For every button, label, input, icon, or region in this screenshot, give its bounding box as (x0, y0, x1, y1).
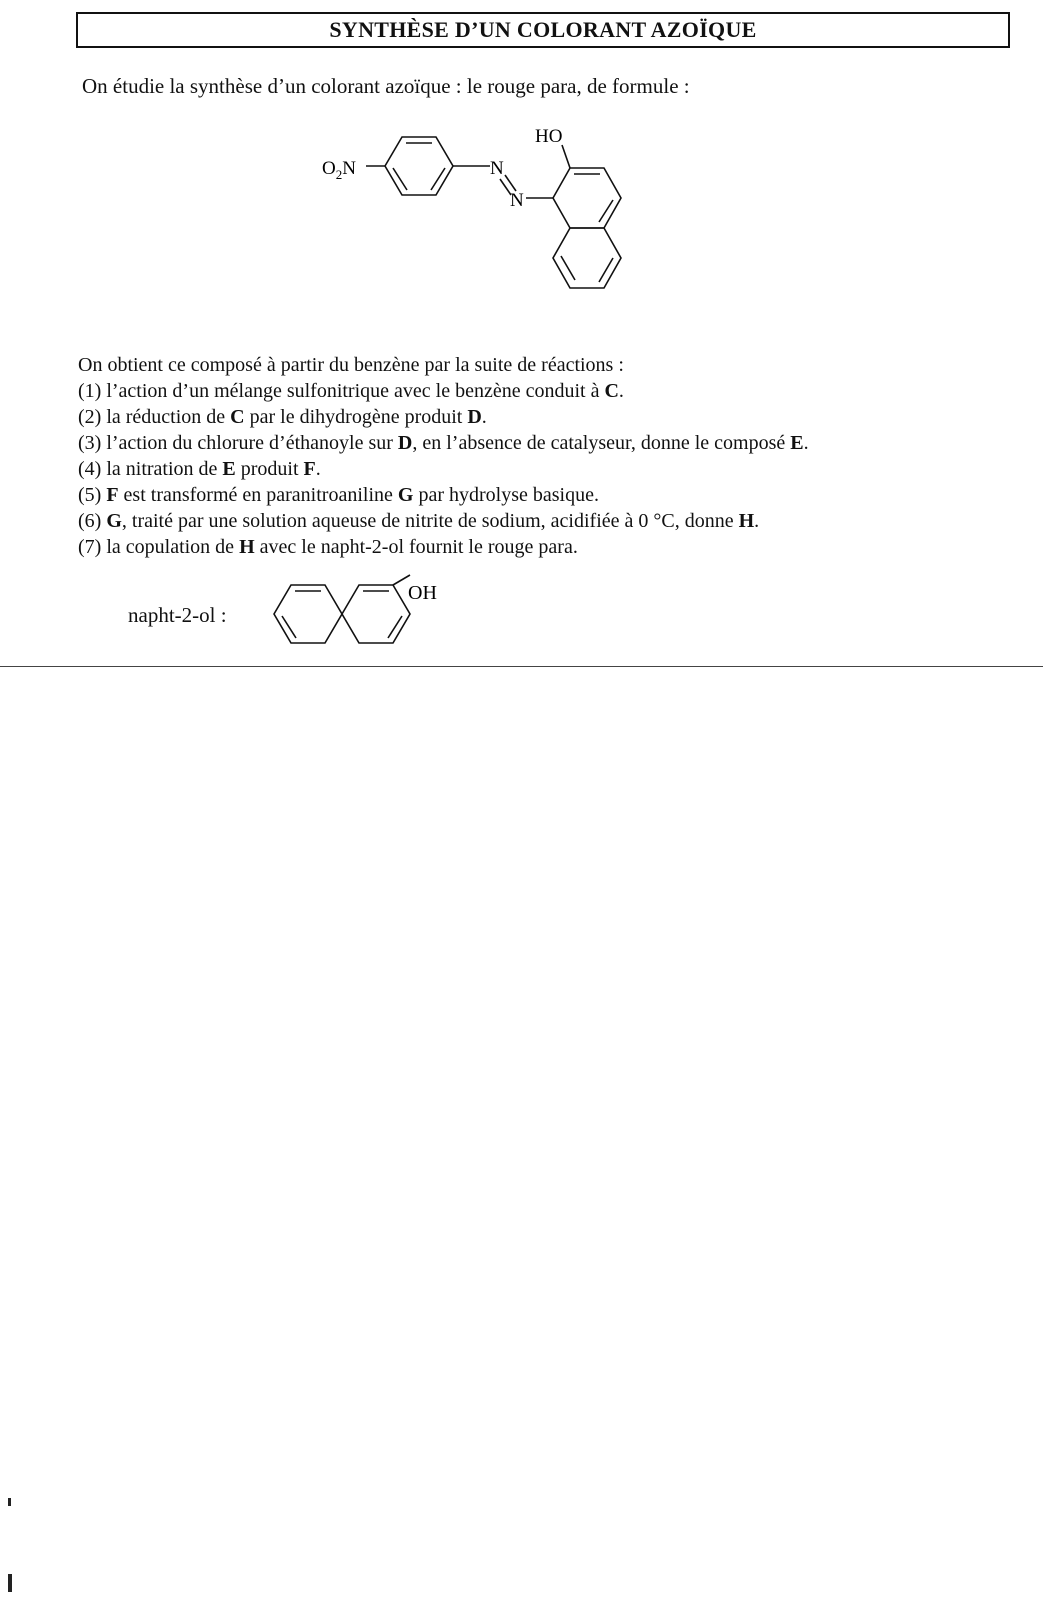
scan-mark (8, 1498, 11, 1506)
naphthol-structure (262, 572, 452, 662)
intro-text: On étudie la synthèse d’un colorant azoïque : le rouge para, de formule : (82, 74, 690, 98)
o2n-label: $O_2N$ (322, 158, 356, 182)
azo-n1-label: N (490, 158, 504, 179)
reactions-block (78, 352, 809, 560)
para-red-structure (300, 118, 660, 350)
reaction-7: (7) la copulation de H avec le napht-2-ol fournit le rouge para. (78, 536, 578, 558)
ho-label: HO (535, 126, 563, 147)
reactions-intro: On obtient ce composé à partir du benzène par la suite de réactions : (78, 354, 624, 376)
oh-label: OH (408, 582, 437, 604)
reaction-3: (3) l’action du chlorure d’éthanoyle sur D, en l’absence de catalyseur, donne le composé E. (78, 432, 809, 454)
reaction-2: (2) la réduction de C par le dihydrogène produit D. (78, 406, 487, 428)
reaction-5: (5) F est transformé en paranitroaniline G par hydrolyse basique. (78, 484, 599, 506)
reaction-6: (6) G, traité par une solution aqueuse de nitrite de sodium, acidifiée à 0 °C, donne H. (78, 510, 760, 532)
reaction-1: (1) l’action d’un mélange sulfonitrique avec le benzène conduit à C. (78, 380, 624, 402)
title-box (76, 12, 1010, 48)
scan-mark (8, 1574, 12, 1592)
azo-n2-label: N (510, 190, 524, 211)
page-title: SYNTHÈSE D’UN COLORANT AZOÏQUE (329, 17, 757, 42)
page-divider (0, 666, 1043, 667)
naphthol-label: napht-2-ol : (128, 603, 227, 627)
reaction-4: (4) la nitration de E produit F. (78, 458, 321, 480)
